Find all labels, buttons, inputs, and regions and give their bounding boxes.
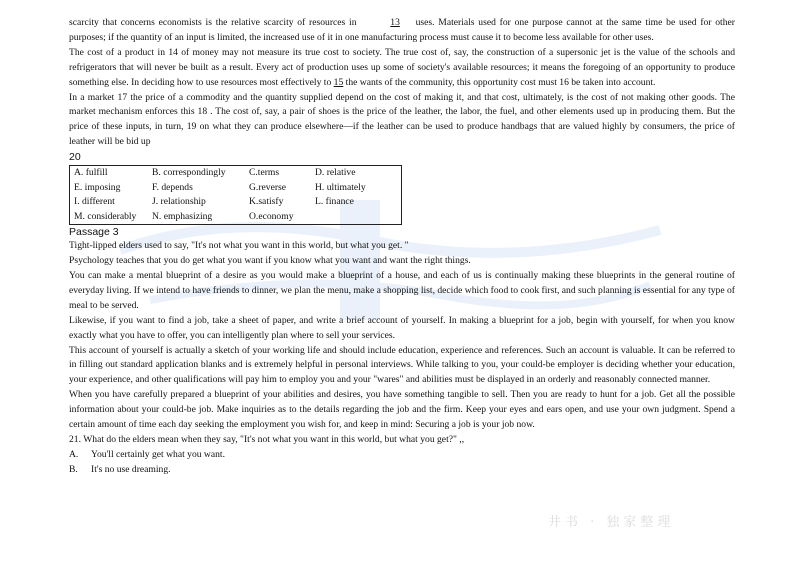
- blank-20: 20: [69, 151, 81, 164]
- watermark-text: 井书 · 独家整理: [548, 515, 675, 530]
- blank-15: 15: [333, 76, 344, 88]
- option-cell: J. relationship: [152, 196, 206, 208]
- choice-text: You'll certainly get what you want.: [91, 448, 225, 460]
- choice-label: B.: [69, 463, 78, 475]
- option-cell: H. ultimately: [315, 181, 366, 193]
- passage2-paragraph-c: In a market 17 the price of a commodity and the quantity supplied depend on the cost of making it, and that cost, ultimately, is the cost of not making other goods. The market mechanism enforces this 18 . The cost of, say, a pair of shoes is the price of the leather, the labor, the fuel, and other elements used up in producing them. But the price of these inputs, in turn, 19 on what they can produce elsewhere—if the leather can be used to produce handbags that are valued highly by consumers, the price of leather will be bid up: [69, 91, 735, 148]
- option-cell: K.satisfy: [249, 196, 284, 208]
- passage3-paragraph: Likewise, if you want to find a job, take a sheet of paper, and write a brief account of yourself. In making a blueprint for a job, begin with yourself, for when you know exactly what you have to offer, you can intelligently plan where to sell your services.: [69, 314, 735, 341]
- para-a-before: scarcity that concerns economists is the relative scarcity of resources in: [69, 17, 361, 28]
- document-page: [69, 16, 735, 478]
- option-cell: D. relative: [315, 167, 356, 179]
- option-cell: L. finance: [315, 196, 354, 208]
- choice-text: It's no use dreaming.: [91, 463, 171, 475]
- passage3-heading: Passage 3: [69, 226, 119, 239]
- table-row: [70, 195, 402, 210]
- table-row: [70, 181, 402, 196]
- option-cell: M. considerably: [74, 210, 137, 222]
- choice-b[interactable]: [69, 463, 735, 478]
- option-cell: C.terms: [249, 167, 280, 179]
- para-b-before: The cost of a product in 14 of money may not measure its true cost to society. The true cost of, say, the construction of a supersonic jet is the value of the schools and refrigerators that will never be built as a result. Every act of production uses up some of society's available resources; it means the foregoing of an opportunity to produce something else. In deciding how to use resources most effectively to: [69, 46, 735, 88]
- choice-a[interactable]: [69, 448, 735, 463]
- option-cell: I. different: [74, 196, 115, 208]
- passage3-paragraph: Tight-lipped elders used to say, "It's not what you want in this world, but what you get. ": [69, 240, 409, 252]
- passage2-paragraph-b: [69, 46, 735, 91]
- option-cell: O.economy: [249, 210, 294, 222]
- para-a-after: uses. Materials used for one purpose cannot at the same time be used for other purposes; if the quantity of an input is limited, the increased use of it in one manufacturing process must cause it to become less available for other uses.: [69, 17, 735, 43]
- option-cell: A. fulfill: [74, 167, 108, 179]
- table-row: [70, 210, 402, 225]
- table-row: [70, 166, 402, 181]
- passage3-paragraph: This account of yourself is actually a sketch of your working life and should include education, experience and references. Such an account is valuable. It can be referred to in filling out standard application blanks and is extremely helpful in personal interviews. While talking to you, your could-be employer is deciding whether your education, your experience, and other qualifications will pay him to employ you and your "wares" and abilities must be displayed in an orderly and reasonably connected manner.: [69, 344, 735, 386]
- passage3-paragraph: When you have carefully prepared a blueprint of your abilities and desires, you have something tangible to sell. Then you are ready to hunt for a job. Get all the possible information about your could-be job. Make inquiries as to the details regarding the job and the firm. Keep your eyes and ears open, and use your own judgment. Spend a certain amount of time each day seeking the employment you wish for, and keep in mind: Securing a job is your job now.: [69, 389, 735, 431]
- passage2-paragraph-a: [69, 16, 735, 46]
- options-table: [69, 165, 402, 225]
- option-cell: E. imposing: [74, 181, 121, 193]
- option-cell: N. emphasizing: [152, 210, 213, 222]
- option-cell: F. depends: [152, 181, 193, 193]
- blank-13: 13: [390, 17, 400, 28]
- passage3-paragraph: Psychology teaches that you do get what you want if you know what you want and want the right things.: [69, 255, 471, 267]
- passage3-paragraph: You can make a mental blueprint of a desire as you would make a blueprint of a house, and each of us is continually making these blueprints in the general routine of everyday living. If we intend to have friends to dinner, we plan the menu, make a shopping list, decide which food to cook first, and such planning is essential for any type of meal to be served.: [69, 269, 735, 311]
- choice-label: A.: [69, 448, 79, 460]
- option-cell: B. correspondingly: [152, 167, 226, 179]
- question-21: 21. What do the elders mean when they say, "It's not what you want in this world, but what you get?" ,,: [69, 433, 465, 445]
- para-b-after: the wants of the community, this opportunity cost must 16 be taken into account.: [343, 76, 656, 88]
- option-cell: [311, 210, 402, 225]
- option-cell: G.reverse: [249, 181, 287, 193]
